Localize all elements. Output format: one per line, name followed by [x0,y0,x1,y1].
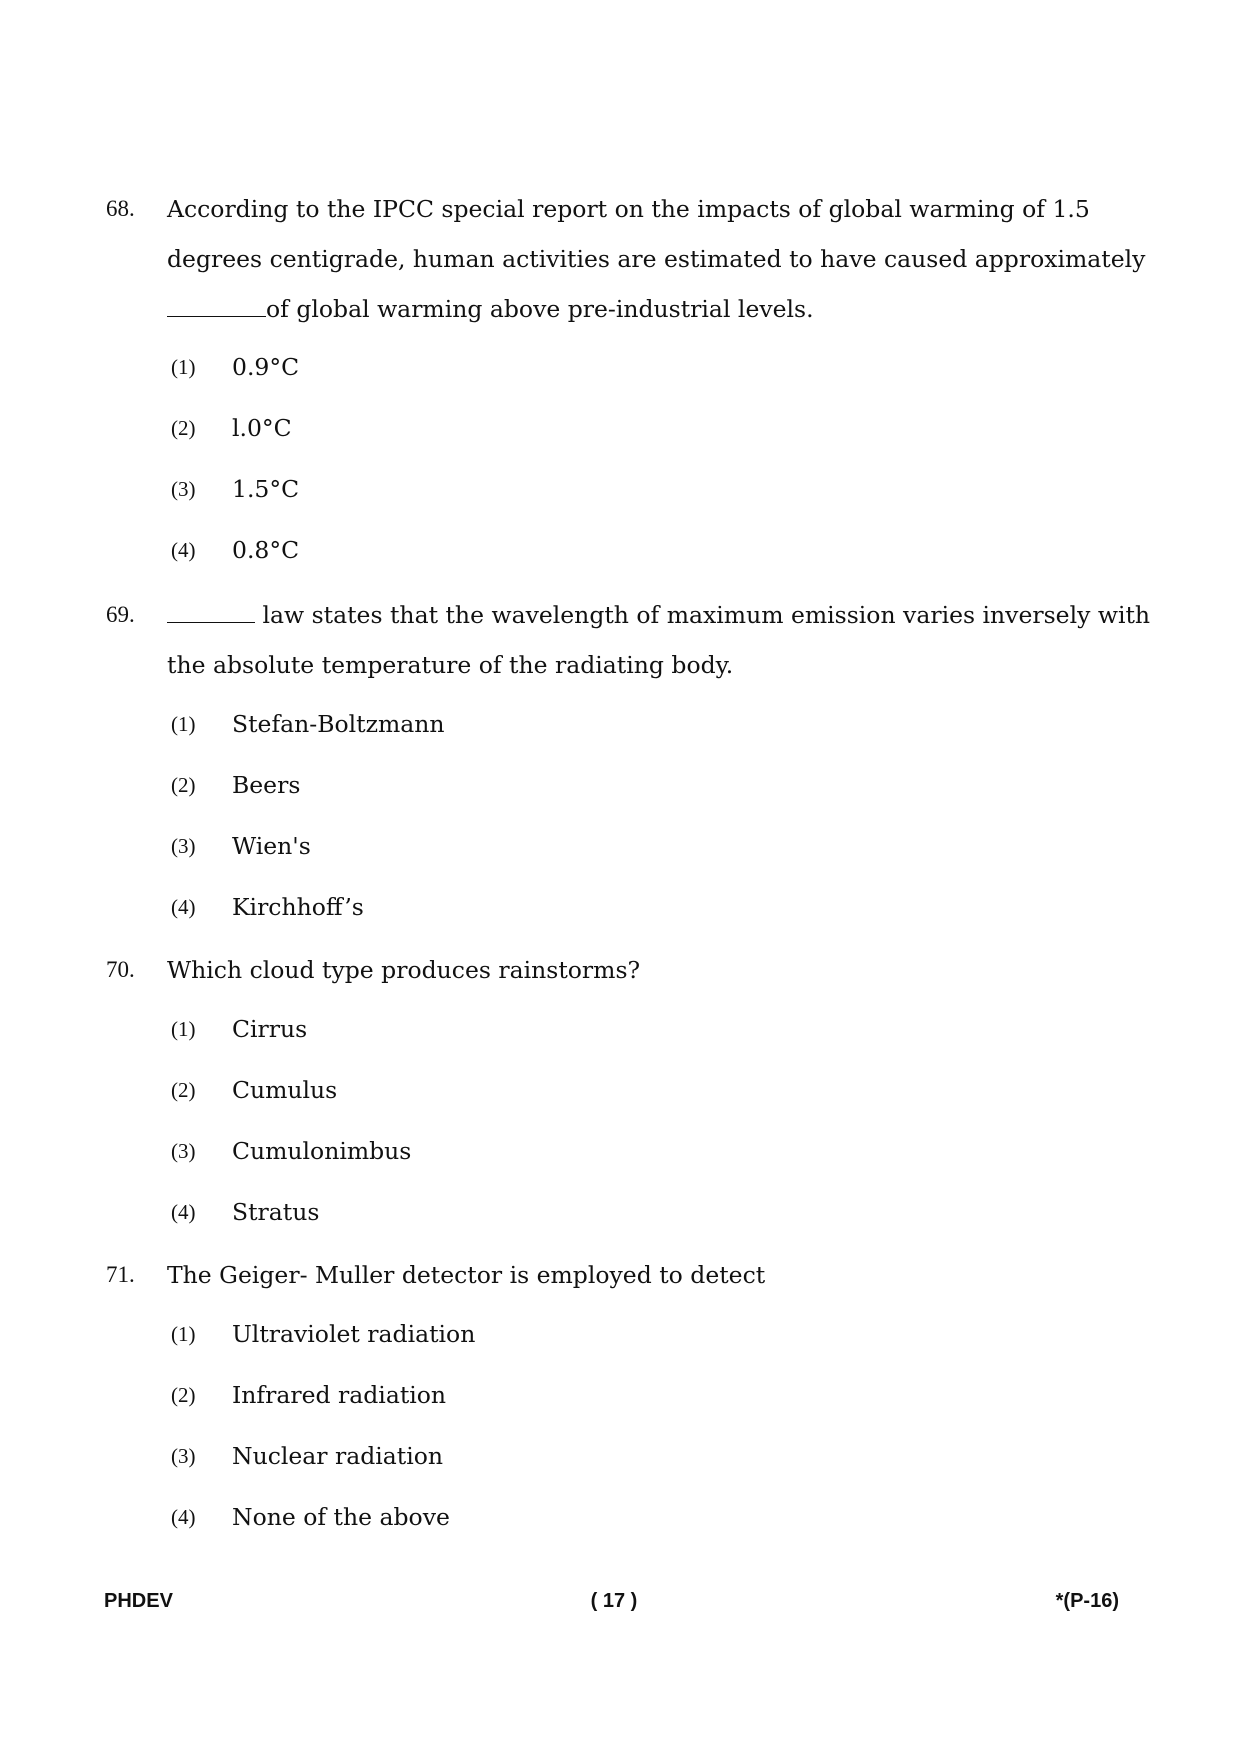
answer-blank [167,600,255,623]
question-text-fragment: of global warming above pre-industrial levels. [266,295,814,323]
question-number: 69. [106,602,135,627]
option-number: (1) [171,1322,196,1346]
option-text: 1.5°C [232,475,300,503]
option-number: (4) [171,1505,196,1529]
option-text: Beers [232,771,301,799]
question-text [167,590,1157,690]
option [0,892,1241,922]
question-number: 71. [106,1262,135,1287]
option [0,831,1241,861]
option-number: (3) [171,1444,196,1468]
option-number: (4) [171,895,196,919]
option-text: Cumulus [232,1076,338,1104]
option-text: Infrared radiation [232,1381,447,1409]
option-number: (2) [171,773,196,797]
option-number: (1) [171,355,196,379]
answer-blank [167,294,266,317]
question-text-line: The Geiger- Muller detector is employed to detect [167,1261,766,1289]
option-text: 0.8°C [232,536,300,564]
page-number: ( 17 ) [590,1590,638,1612]
question-text-line [167,284,1157,334]
option-number: (1) [171,712,196,736]
option-text: Nuclear radiation [232,1442,444,1470]
option-number: (3) [171,477,196,501]
question-text-line: the absolute temperature of the radiating body. [167,651,734,679]
question-text-fragment: law states that the wavelength of maximum emission varies inversely with [262,601,1151,629]
option [0,1014,1241,1044]
option [0,1441,1241,1471]
option [0,1502,1241,1532]
option [0,770,1241,800]
question-text-line: According to the IPCC special report on the impacts of global warming of 1.5 [167,195,1090,223]
option-text: Cumulonimbus [232,1137,412,1165]
option-text: Kirchhoff’s [232,893,364,921]
option-text: Stefan-Boltzmann [232,710,445,738]
option-text: Ultraviolet radiation [232,1320,476,1348]
option-number: (2) [171,1383,196,1407]
option [0,352,1241,382]
option-number: (2) [171,1078,196,1102]
option [0,1075,1241,1105]
option-number: (4) [171,538,196,562]
option [0,474,1241,504]
option-text: None of the above [232,1503,450,1531]
option-text: Stratus [232,1198,320,1226]
set-code: *(P-16) [1055,1590,1119,1612]
option-text: 0.9°C [232,353,300,381]
option-number: (2) [171,416,196,440]
question-text [167,184,1157,334]
question-text-line [167,590,1157,640]
option [0,1319,1241,1349]
option [0,709,1241,739]
option [0,1136,1241,1166]
question-text-line: degrees centigrade, human activities are estimated to have caused approximately [167,245,1146,273]
question-number: 70. [106,957,135,982]
question-text [167,1250,1157,1300]
question-text [167,945,1157,995]
option [0,413,1241,443]
page-footer [0,1586,1241,1616]
option [0,1380,1241,1410]
option [0,535,1241,565]
option [0,1197,1241,1227]
option-number: (3) [171,834,196,858]
option-text: Cirrus [232,1015,308,1043]
option-number: (3) [171,1139,196,1163]
option-text: l.0°C [232,414,292,442]
option-text: Wien's [232,832,311,860]
question-number: 68. [106,196,135,221]
option-number: (1) [171,1017,196,1041]
question-text-line: Which cloud type produces rainstorms? [167,956,641,984]
paper-code: PHDEV [104,1590,173,1612]
option-number: (4) [171,1200,196,1224]
